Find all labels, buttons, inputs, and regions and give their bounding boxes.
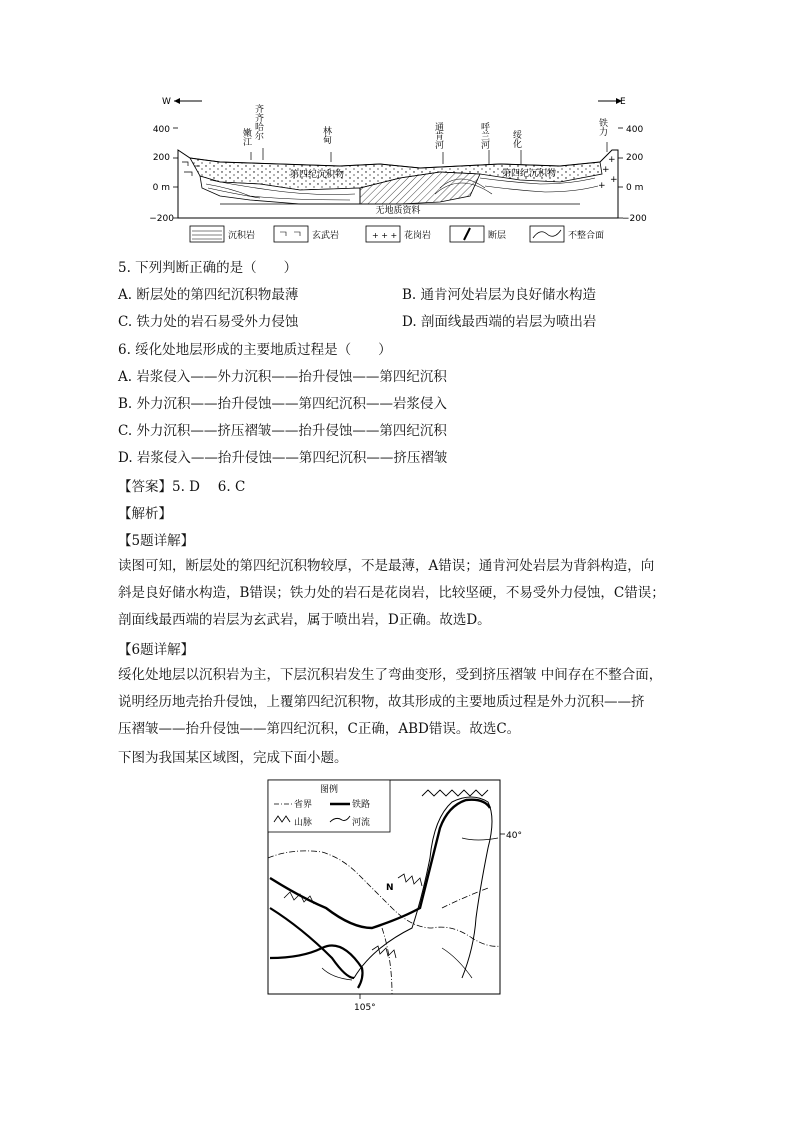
q5-option-c: C. 铁力处的岩石易受外力侵蚀 [118, 314, 299, 330]
detail5-line: 斜是良好储水构造，B错误；铁力处的岩石是花岗岩，比较坚硬，不易受外力侵蚀，C错误； [118, 585, 665, 601]
section-legend [190, 226, 604, 242]
detail6-line: 压褶皱——抬升侵蚀——第四纪沉积，C正确，ABD错误。故选C。 [118, 721, 521, 737]
y-tick-right: 0 m [626, 183, 644, 193]
legend-basalt: 玄武岩 [312, 231, 340, 241]
legend-unconformity: 不整合面 [568, 231, 605, 241]
place-label-tongken: 通肯河 [433, 122, 443, 149]
q6-option-b: B. 外力沉积——抬升侵蚀——第四纪沉积——岩浆侵入 [118, 396, 448, 412]
latitude-label: 40° [506, 831, 522, 841]
q5-option-b: B. 通肯河处岩层为良好储水构造 [402, 287, 597, 303]
geologic-cross-section [140, 92, 660, 252]
svg-text:+: + [608, 155, 616, 165]
q5-option-a: A. 断层处的第四纪沉积物最薄 [118, 287, 299, 303]
q6-option-d: D. 岩浆侵入——抬升侵蚀——第四纪沉积——挤压褶皱 [118, 450, 448, 466]
question-5-stem: 5. 下列判断正确的是（ ） [118, 260, 298, 276]
detail6-line: 绥化处地层以沉积岩为主，下层沉积岩发生了弯曲变形，受到挤压褶皱 中间存在不整合面， [118, 667, 663, 683]
next-intro: 下图为我国某区域图，完成下面小题。 [118, 750, 348, 766]
place-label-qiqihar: 齐齐哈尔 [253, 104, 263, 140]
place-label-tieli: 铁力 [597, 118, 607, 136]
q5-option-d: D. 剖面线最西端的岩层为喷出岩 [402, 314, 597, 330]
detail6-line: 说明经历地壳抬升侵蚀，上覆第四纪沉积物，故其形成的主要地质过程是外力沉积——挤 [118, 694, 645, 710]
y-tick-right: 400 [626, 125, 644, 135]
svg-text:+: + [610, 175, 618, 185]
regional-map [262, 778, 522, 1018]
detail5-line: 剖面线最西端的岩层为玄武岩，属于喷出岩，D正确。故选D。 [118, 612, 491, 628]
y-tick-right: 200 [626, 153, 644, 163]
svg-text:+: + [598, 181, 606, 191]
west-label: W [162, 97, 171, 107]
place-label-hulan: 呼兰河 [479, 122, 489, 149]
map-legend-mountain: 山脉 [294, 818, 313, 828]
map-legend-river: 河流 [352, 818, 371, 828]
detail6-heading: 【6题详解】 [118, 642, 195, 658]
y-tick-left: −200 [149, 214, 174, 224]
y-tick-left: 0 m [152, 183, 170, 193]
detail5-paragraph [118, 553, 678, 634]
legend-fault: 断层 [488, 231, 507, 241]
map-legend-title: 图例 [320, 785, 339, 795]
analysis-heading: 【解析】 [118, 506, 172, 522]
y-tick-right: −200 [622, 214, 647, 224]
answer-line: 【答案】5. D 6. C [118, 479, 246, 495]
svg-text:+ + +: + + + [372, 231, 398, 240]
place-label-nenjiang: 嫩江 [241, 128, 251, 146]
longitude-label: 105° [354, 1003, 376, 1013]
place-labels [241, 103, 608, 150]
legend-sedimentary: 沉积岩 [228, 231, 256, 241]
map-legend-boundary: 省界 [294, 800, 313, 810]
q6-option-c: C. 外力沉积——挤压褶皱——抬升侵蚀——第四纪沉积 [118, 423, 447, 439]
question-6-stem: 6. 绥化处地层形成的主要地质过程是（ ） [118, 342, 392, 358]
east-label: E [620, 97, 626, 107]
detail5-line: 读图可知，断层处的第四纪沉积物较厚，不是最薄，A错误；通肯河处岩层为背斜构造，向 [118, 558, 655, 574]
svg-text:+: + [602, 165, 610, 175]
west-arrow-head [174, 98, 180, 104]
y-tick-left: 200 [152, 153, 170, 163]
quaternary-label-right: 第四纪沉积物 [502, 169, 557, 179]
no-data-label: 无地质资料 [375, 206, 421, 216]
detail6-paragraph [118, 662, 678, 743]
q6-option-a: A. 岩浆侵入——外力沉积——抬升侵蚀——第四纪沉积 [118, 369, 447, 385]
place-label-suihua: 绥化 [511, 130, 521, 148]
north-label: N [386, 883, 394, 893]
place-label-lindian: 林甸 [321, 126, 331, 144]
detail5-heading: 【5题详解】 [118, 533, 195, 549]
map-legend-railway: 铁路 [352, 800, 371, 810]
quaternary-label-left: 第四纪沉积物 [290, 170, 345, 180]
legend-granite: 花岗岩 [404, 231, 432, 241]
y-tick-left: 400 [152, 125, 170, 135]
